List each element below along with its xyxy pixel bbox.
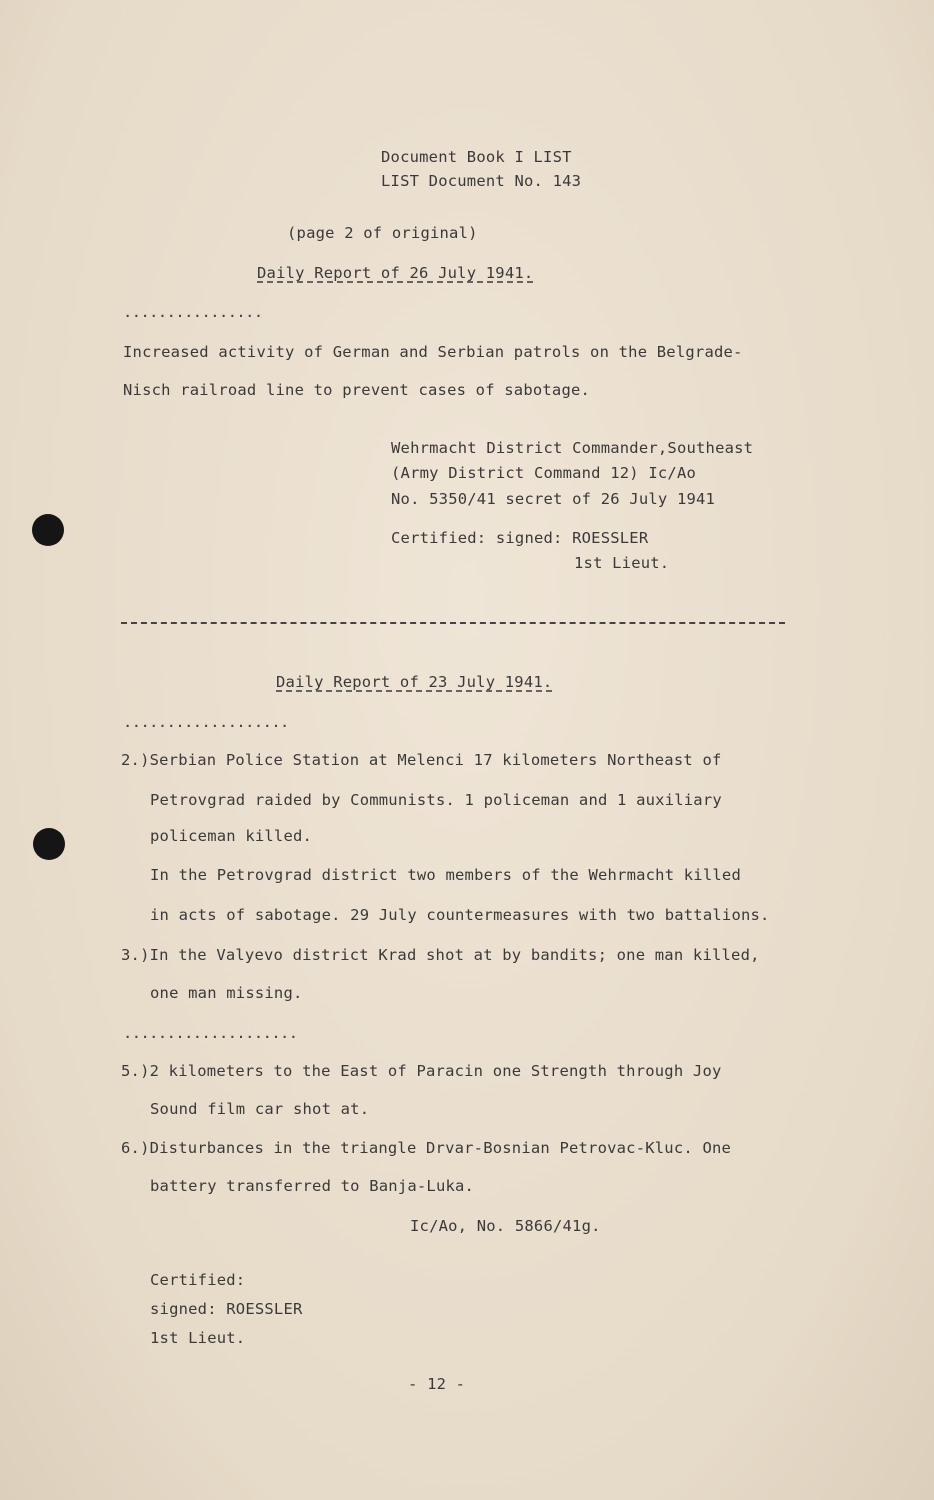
page-number: - 12 - (408, 1375, 466, 1393)
report1-omission-dots: ................ (124, 306, 264, 320)
report2-item6-line2: battery transferred to Banja-Luka. (150, 1177, 475, 1195)
report2-item3-line2: one man missing. (150, 984, 303, 1002)
report1-certified-line: Certified: signed: ROESSLER (391, 529, 649, 547)
punch-hole-bottom (33, 828, 65, 860)
report2-item3-line1: 3.)In the Valyevo district Krad shot at by bandits; one man killed, (121, 946, 760, 964)
report2-item5-line1: 5.)2 kilometers to the East of Paracin one Strength through Joy (121, 1062, 722, 1080)
report1-paragraph-line1: Increased activity of German and Serbian patrols on the Belgrade- (123, 343, 743, 361)
report2-certified-label: Certified: (150, 1271, 246, 1289)
report2-omission-dots-1: ................... (124, 716, 290, 730)
report2-reference-number: Ic/Ao, No. 5866/41g. (410, 1217, 601, 1235)
report1-paragraph-line2: Nisch railroad line to prevent cases of sabotage. (123, 381, 591, 399)
report2-item2-line4: In the Petrovgrad district two members of the Wehrmacht killed (150, 866, 741, 884)
report2-item2-line5: in acts of sabotage. 29 July countermeasures with two battalions. (150, 906, 770, 924)
report1-signature-line1: Wehrmacht District Commander,Southeast (391, 439, 754, 457)
report2-item2-line3: policeman killed. (150, 827, 313, 845)
document-number-line: LIST Document No. 143 (381, 172, 582, 190)
report1-rank-line: 1st Lieut. (574, 554, 670, 572)
document-book-line: Document Book I LIST (381, 148, 572, 166)
report2-item5-line2: Sound film car shot at. (150, 1100, 370, 1118)
report2-signed-line: signed: ROESSLER (150, 1300, 303, 1318)
report1-signature-line3: No. 5350/41 secret of 26 July 1941 (391, 490, 716, 508)
report2-rank-line: 1st Lieut. (150, 1329, 246, 1347)
report1-title: Daily Report of 26 July 1941. (257, 264, 534, 282)
section-divider (121, 622, 785, 624)
report2-item2-line1: 2.)Serbian Police Station at Melenci 17 kilometers Northeast of (121, 751, 722, 769)
report2-item2-line2: Petrovgrad raided by Communists. 1 policeman and 1 auxiliary (150, 791, 722, 809)
report2-omission-dots-2: .................... (124, 1027, 299, 1041)
report2-item6-line1: 6.)Disturbances in the triangle Drvar-Bosnian Petrovac-Kluc. One (121, 1139, 732, 1157)
page-of-original-note: (page 2 of original) (287, 224, 478, 242)
punch-hole-top (32, 514, 64, 546)
report1-signature-line2: (Army District Command 12) Ic/Ao (391, 464, 697, 482)
report2-title: Daily Report of 23 July 1941. (276, 673, 553, 691)
